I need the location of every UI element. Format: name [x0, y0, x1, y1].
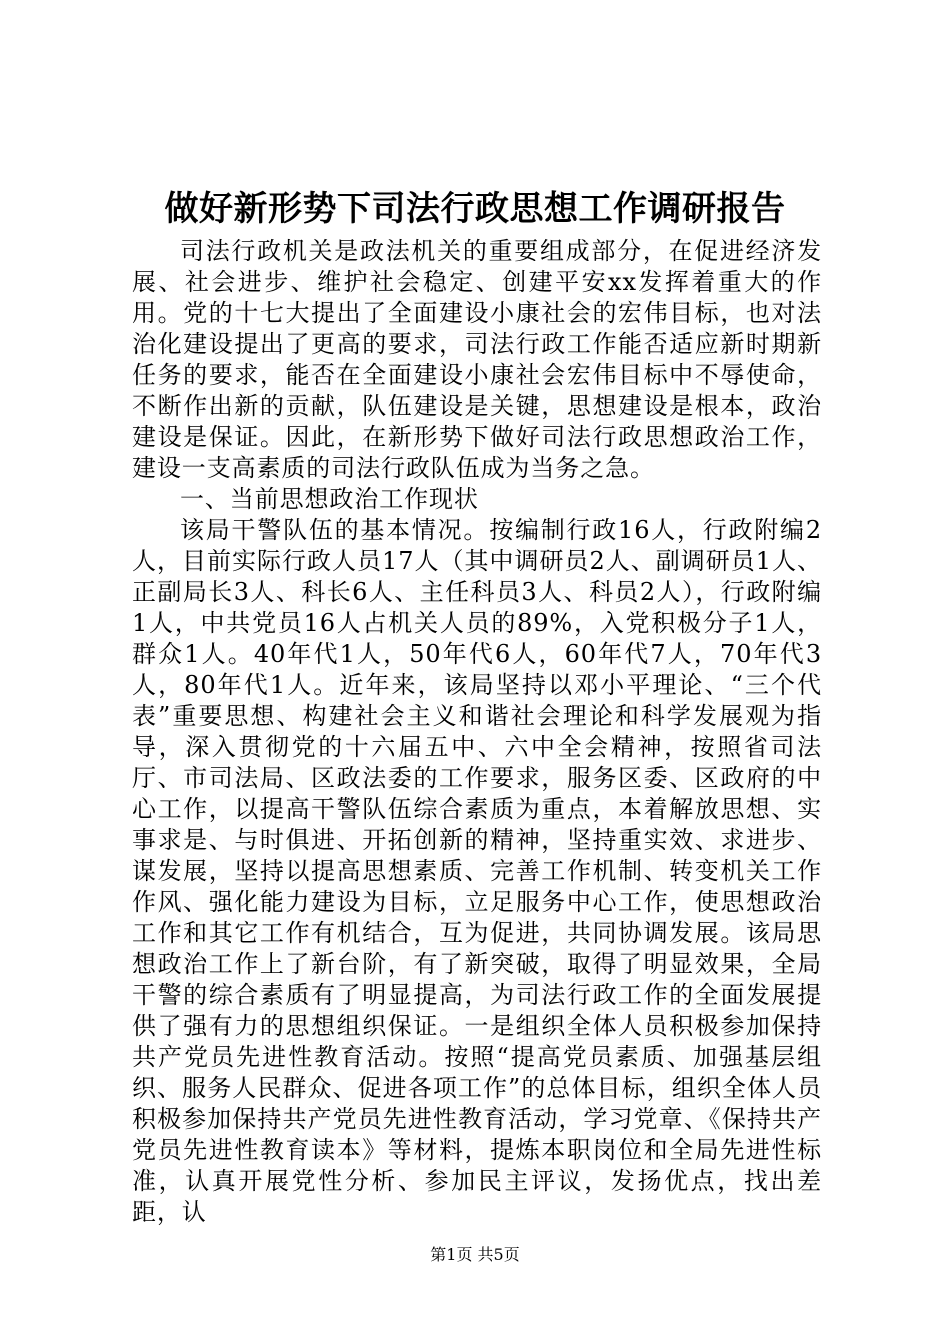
- section-heading: 一、当前思想政治工作现状: [180, 485, 479, 513]
- page-footer: 第1页 共5页: [430, 1245, 520, 1264]
- document-title: 做好新形势下司法行政思想工作调研报告: [164, 189, 786, 229]
- body-paragraph: 该局干警队伍的基本情况。按编制行政16人，行政附编2人，目前实际行政人员17人（其中调研员2人、副调研员1人、正副局长3人、科长6人、主任科员3人、科员2人），行政附编1人，中共党员16人占机关人员的89%，入党积极分子1人，群众1人。40年代1人，50年代6人，60年代7人，70年代3人，80年代1人。近年来，该局坚持以邓小平理论、“三个代表”重要思想、构建社会主义和谐社会理论和科学发展观为指导，深入贯彻党的十六届五中、六中全会精神，按照省司法厅、市司法局、区政法委的工作要求，服务区委、区政府的中心工作，以提高干警队伍综合素质为重点，本着解放思想、实事求是、与时俱进、开拓创新的精神，坚持重实效、求进步、谋发展，坚持以提高思想素质、完善工作机制、转变机关工作作风、强化能力建设为目标，立足服务中心工作，使思想政治工作和其它工作有机结合，互为促进，共同协调发展。该局思想政治工作上了新台阶，有了新突破，取得了明显效果，全局干警的综合素质有了明显提高，为司法行政工作的全面发展提供了强有力的思想组织保证。一是组织全体人员积极参加保持共产党员先进性教育活动。按照“提高党员素质、加强基层组织、服务人民群众、促进各项工作”的总体目标，组织全体人员积极参加保持共产党员先进性教育活动，学习党章、《保持共产党员先进性教育读本》等材料，提炼本职岗位和全局先进性标准，认真开展党性分析、参加民主评议，发扬优点，找出差距，认: [132, 516, 822, 1226]
- intro-paragraph: 司法行政机关是政法机关的重要组成部分，在促进经济发展、社会进步、维护社会稳定、创建平安xx发挥着重大的作用。党的十七大提出了全面建设小康社会的宏伟目标，也对法治化建设提出了更高的要求，司法行政工作能否适应新时期新任务的要求，能否在全面建设小康社会宏伟目标中不辱使命，不断作出新的贡献，队伍建设是关键，思想建设是根本，政治建设是保证。因此，在新形势下做好司法行政思想政治工作，建设一支高素质的司法行政队伍成为当务之急。: [132, 237, 822, 482]
- document-body: [132, 236, 822, 1228]
